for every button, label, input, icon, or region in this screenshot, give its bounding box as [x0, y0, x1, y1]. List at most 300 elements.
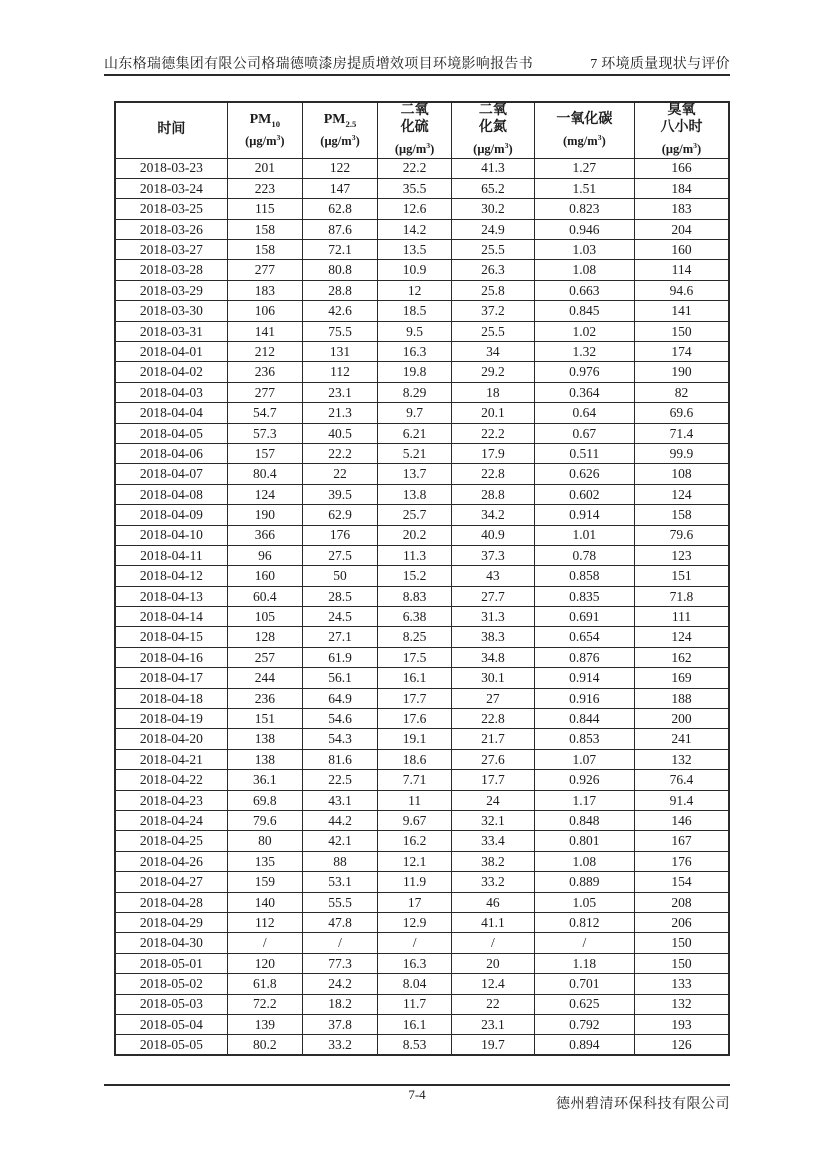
- column-title: 二氧 化氮: [478, 103, 507, 136]
- cell-pm25: 61.9: [302, 647, 378, 667]
- cell-no2: 41.1: [451, 912, 534, 932]
- cell-time: 2018-04-13: [115, 586, 227, 606]
- cell-pm25: 77.3: [302, 953, 378, 973]
- cell-time: 2018-04-12: [115, 566, 227, 586]
- cell-pm10: 105: [227, 607, 302, 627]
- cell-pm25: 75.5: [302, 321, 378, 341]
- cell-no2: 32.1: [451, 811, 534, 831]
- cell-so2: 17.6: [378, 709, 452, 729]
- cell-no2: 46: [451, 892, 534, 912]
- cell-co: 1.51: [534, 178, 634, 198]
- column-header-o3_8h: [634, 102, 729, 158]
- cell-pm10: 277: [227, 260, 302, 280]
- cell-o3_8h: 193: [634, 1014, 729, 1034]
- cell-so2: 16.3: [378, 953, 452, 973]
- cell-pm25: 39.5: [302, 484, 378, 504]
- cell-so2: 25.7: [378, 505, 452, 525]
- table-row: [115, 525, 729, 545]
- cell-so2: 16.2: [378, 831, 452, 851]
- cell-no2: 17.9: [451, 443, 534, 463]
- cell-no2: 27: [451, 688, 534, 708]
- cell-o3_8h: 150: [634, 321, 729, 341]
- cell-so2: 8.53: [378, 1035, 452, 1055]
- cell-no2: 18: [451, 382, 534, 402]
- table-row: [115, 423, 729, 443]
- cell-co: 0.946: [534, 219, 634, 239]
- column-header-co: [534, 102, 634, 158]
- cell-time: 2018-04-03: [115, 382, 227, 402]
- cell-co: 0.67: [534, 423, 634, 443]
- column-title: 臭氧 八小时: [660, 103, 703, 136]
- table-row: [115, 566, 729, 586]
- table-row: [115, 688, 729, 708]
- table-row: [115, 790, 729, 810]
- cell-no2: 33.4: [451, 831, 534, 851]
- table-row: [115, 627, 729, 647]
- cell-pm25: 62.8: [302, 199, 378, 219]
- table-row: [115, 668, 729, 688]
- cell-no2: 25.8: [451, 280, 534, 300]
- column-unit: $(mg/m^3)$: [562, 132, 606, 148]
- cell-pm25: 27.5: [302, 545, 378, 565]
- cell-pm10: 61.8: [227, 974, 302, 994]
- cell-co: 0.914: [534, 668, 634, 688]
- cell-pm25: 42.6: [302, 301, 378, 321]
- cell-time: 2018-04-20: [115, 729, 227, 749]
- cell-time: 2018-04-05: [115, 423, 227, 443]
- cell-pm25: 24.2: [302, 974, 378, 994]
- cell-pm25: 53.1: [302, 872, 378, 892]
- cell-so2: 14.2: [378, 219, 452, 239]
- footer-rule: [104, 1084, 730, 1086]
- cell-time: 2018-04-07: [115, 464, 227, 484]
- cell-o3_8h: 204: [634, 219, 729, 239]
- cell-o3_8h: 79.6: [634, 525, 729, 545]
- cell-co: 0.835: [534, 586, 634, 606]
- cell-co: 0.812: [534, 912, 634, 932]
- cell-co: 0.848: [534, 811, 634, 831]
- cell-o3_8h: 124: [634, 484, 729, 504]
- cell-so2: 5.21: [378, 443, 452, 463]
- cell-co: 1.17: [534, 790, 634, 810]
- column-title: 二氧 化硫: [400, 103, 429, 136]
- cell-o3_8h: 188: [634, 688, 729, 708]
- cell-so2: 11.9: [378, 872, 452, 892]
- cell-o3_8h: 71.8: [634, 586, 729, 606]
- column-title: $PM_{10}$: [249, 111, 281, 129]
- cell-so2: 9.67: [378, 811, 452, 831]
- cell-o3_8h: 94.6: [634, 280, 729, 300]
- cell-no2: 22.8: [451, 709, 534, 729]
- table-row: [115, 994, 729, 1014]
- cell-pm25: 54.3: [302, 729, 378, 749]
- cell-so2: /: [378, 933, 452, 953]
- cell-so2: 35.5: [378, 178, 452, 198]
- table-row: [115, 851, 729, 871]
- cell-no2: 30.1: [451, 668, 534, 688]
- table-row: [115, 607, 729, 627]
- cell-pm10: 112: [227, 912, 302, 932]
- cell-pm10: 106: [227, 301, 302, 321]
- cell-no2: 17.7: [451, 770, 534, 790]
- cell-time: 2018-03-29: [115, 280, 227, 300]
- cell-o3_8h: 132: [634, 994, 729, 1014]
- cell-pm25: 176: [302, 525, 378, 545]
- cell-pm25: 112: [302, 362, 378, 382]
- cell-time: 2018-05-04: [115, 1014, 227, 1034]
- cell-pm10: 277: [227, 382, 302, 402]
- cell-time: 2018-03-25: [115, 199, 227, 219]
- cell-pm25: 42.1: [302, 831, 378, 851]
- cell-time: 2018-04-02: [115, 362, 227, 382]
- cell-pm10: 80: [227, 831, 302, 851]
- cell-pm10: 223: [227, 178, 302, 198]
- cell-pm25: 54.6: [302, 709, 378, 729]
- cell-pm25: 131: [302, 342, 378, 362]
- cell-time: 2018-04-06: [115, 443, 227, 463]
- page-number: 7-4: [408, 1087, 426, 1102]
- table-row: [115, 1014, 729, 1034]
- table-row: [115, 647, 729, 667]
- cell-pm10: 141: [227, 321, 302, 341]
- cell-time: 2018-03-28: [115, 260, 227, 280]
- cell-o3_8h: 158: [634, 505, 729, 525]
- column-unit: $(\mu g/m^3)$: [245, 132, 285, 148]
- column-unit: $(\mu g/m^3)$: [320, 132, 360, 148]
- cell-time: 2018-04-23: [115, 790, 227, 810]
- cell-time: 2018-04-09: [115, 505, 227, 525]
- cell-so2: 19.1: [378, 729, 452, 749]
- table-row: [115, 382, 729, 402]
- cell-pm25: /: [302, 933, 378, 953]
- cell-so2: 9.7: [378, 403, 452, 423]
- cell-so2: 18.6: [378, 749, 452, 769]
- cell-o3_8h: 162: [634, 647, 729, 667]
- cell-co: 1.08: [534, 260, 634, 280]
- cell-pm10: 151: [227, 709, 302, 729]
- cell-no2: 20: [451, 953, 534, 973]
- cell-so2: 16.1: [378, 1014, 452, 1034]
- running-header: [104, 53, 730, 73]
- table-row: [115, 831, 729, 851]
- cell-so2: 8.83: [378, 586, 452, 606]
- cell-time: 2018-04-28: [115, 892, 227, 912]
- table-row: [115, 240, 729, 260]
- cell-pm10: 60.4: [227, 586, 302, 606]
- cell-pm25: 87.6: [302, 219, 378, 239]
- cell-time: 2018-04-19: [115, 709, 227, 729]
- cell-time: 2018-04-01: [115, 342, 227, 362]
- table-row: [115, 342, 729, 362]
- cell-pm10: 138: [227, 729, 302, 749]
- table-row: [115, 1035, 729, 1055]
- cell-so2: 11: [378, 790, 452, 810]
- cell-co: 0.511: [534, 443, 634, 463]
- cell-pm25: 22: [302, 464, 378, 484]
- cell-pm25: 22.2: [302, 443, 378, 463]
- cell-time: 2018-04-17: [115, 668, 227, 688]
- cell-time: 2018-03-26: [115, 219, 227, 239]
- cell-pm25: 22.5: [302, 770, 378, 790]
- cell-pm10: 80.4: [227, 464, 302, 484]
- cell-co: 0.916: [534, 688, 634, 708]
- table-row: [115, 545, 729, 565]
- cell-time: 2018-04-16: [115, 647, 227, 667]
- cell-no2: 37.3: [451, 545, 534, 565]
- cell-pm10: 124: [227, 484, 302, 504]
- cell-no2: 28.8: [451, 484, 534, 504]
- cell-pm25: 23.1: [302, 382, 378, 402]
- cell-co: 0.876: [534, 647, 634, 667]
- cell-co: 0.845: [534, 301, 634, 321]
- cell-time: 2018-04-25: [115, 831, 227, 851]
- cell-o3_8h: 76.4: [634, 770, 729, 790]
- column-header-time: [115, 102, 227, 158]
- cell-no2: 30.2: [451, 199, 534, 219]
- cell-co: 1.32: [534, 342, 634, 362]
- cell-time: 2018-04-11: [115, 545, 227, 565]
- cell-pm25: 28.8: [302, 280, 378, 300]
- cell-pm10: 79.6: [227, 811, 302, 831]
- cell-co: 0.602: [534, 484, 634, 504]
- cell-pm25: 21.3: [302, 403, 378, 423]
- cell-so2: 19.8: [378, 362, 452, 382]
- cell-pm10: 212: [227, 342, 302, 362]
- cell-no2: 22.8: [451, 464, 534, 484]
- column-unit: $(\mu g/m^3)$: [661, 140, 702, 157]
- cell-so2: 12.6: [378, 199, 452, 219]
- cell-so2: 18.5: [378, 301, 452, 321]
- cell-no2: 22: [451, 994, 534, 1014]
- cell-co: 0.926: [534, 770, 634, 790]
- cell-co: 0.792: [534, 1014, 634, 1034]
- cell-pm25: 47.8: [302, 912, 378, 932]
- cell-so2: 12.9: [378, 912, 452, 932]
- cell-o3_8h: 111: [634, 607, 729, 627]
- report-title: 山东格瑞德集团有限公司格瑞德喷漆房提质增效项目环境影响报告书: [104, 57, 533, 72]
- cell-co: 1.07: [534, 749, 634, 769]
- table-row: [115, 872, 729, 892]
- cell-co: 0.858: [534, 566, 634, 586]
- cell-so2: 9.5: [378, 321, 452, 341]
- column-header-so2: [378, 102, 452, 158]
- cell-no2: 27.7: [451, 586, 534, 606]
- cell-no2: 27.6: [451, 749, 534, 769]
- column-title: 时间: [157, 121, 186, 137]
- header-rule: [104, 74, 730, 76]
- cell-time: 2018-04-15: [115, 627, 227, 647]
- cell-co: 1.03: [534, 240, 634, 260]
- cell-time: 2018-05-03: [115, 994, 227, 1014]
- cell-o3_8h: 69.6: [634, 403, 729, 423]
- cell-o3_8h: 166: [634, 158, 729, 178]
- cell-co: 0.625: [534, 994, 634, 1014]
- table-row: [115, 933, 729, 953]
- cell-so2: 13.7: [378, 464, 452, 484]
- cell-no2: 19.7: [451, 1035, 534, 1055]
- cell-pm10: 158: [227, 219, 302, 239]
- cell-o3_8h: 126: [634, 1035, 729, 1055]
- cell-no2: 38.3: [451, 627, 534, 647]
- table-row: [115, 974, 729, 994]
- cell-o3_8h: 141: [634, 301, 729, 321]
- cell-so2: 11.3: [378, 545, 452, 565]
- cell-time: 2018-04-14: [115, 607, 227, 627]
- cell-so2: 15.2: [378, 566, 452, 586]
- column-unit: $(\mu g/m^3)$: [394, 140, 435, 157]
- cell-pm25: 88: [302, 851, 378, 871]
- table-row: [115, 321, 729, 341]
- cell-pm10: 36.1: [227, 770, 302, 790]
- cell-co: 0.626: [534, 464, 634, 484]
- table-row: [115, 362, 729, 382]
- cell-time: 2018-04-10: [115, 525, 227, 545]
- cell-pm10: 366: [227, 525, 302, 545]
- cell-pm10: 190: [227, 505, 302, 525]
- cell-o3_8h: 169: [634, 668, 729, 688]
- cell-time: 2018-05-05: [115, 1035, 227, 1055]
- cell-o3_8h: 184: [634, 178, 729, 198]
- cell-no2: 34.2: [451, 505, 534, 525]
- cell-co: 1.05: [534, 892, 634, 912]
- cell-co: 0.701: [534, 974, 634, 994]
- cell-pm10: 201: [227, 158, 302, 178]
- cell-no2: 24: [451, 790, 534, 810]
- cell-pm25: 37.8: [302, 1014, 378, 1034]
- cell-o3_8h: 241: [634, 729, 729, 749]
- table-row: [115, 953, 729, 973]
- cell-o3_8h: 200: [634, 709, 729, 729]
- table-row: [115, 709, 729, 729]
- cell-pm25: 55.5: [302, 892, 378, 912]
- cell-no2: 31.3: [451, 607, 534, 627]
- table-row: [115, 484, 729, 504]
- cell-no2: 34.8: [451, 647, 534, 667]
- cell-time: 2018-03-27: [115, 240, 227, 260]
- table-body: [115, 158, 729, 1055]
- cell-pm25: 72.1: [302, 240, 378, 260]
- cell-o3_8h: 108: [634, 464, 729, 484]
- cell-so2: 13.8: [378, 484, 452, 504]
- cell-o3_8h: 114: [634, 260, 729, 280]
- cell-so2: 22.2: [378, 158, 452, 178]
- cell-pm10: 157: [227, 443, 302, 463]
- cell-so2: 10.9: [378, 260, 452, 280]
- cell-o3_8h: 146: [634, 811, 729, 831]
- column-header-no2: [451, 102, 534, 158]
- cell-co: 0.801: [534, 831, 634, 851]
- cell-co: 0.823: [534, 199, 634, 219]
- table-row: [115, 219, 729, 239]
- table-row: [115, 729, 729, 749]
- cell-pm25: 40.5: [302, 423, 378, 443]
- cell-so2: 17.5: [378, 647, 452, 667]
- cell-so2: 7.71: [378, 770, 452, 790]
- cell-pm10: 80.2: [227, 1035, 302, 1055]
- table-row: [115, 811, 729, 831]
- cell-pm10: 236: [227, 688, 302, 708]
- cell-no2: 43: [451, 566, 534, 586]
- cell-time: 2018-04-26: [115, 851, 227, 871]
- cell-time: 2018-04-24: [115, 811, 227, 831]
- cell-so2: 16.1: [378, 668, 452, 688]
- cell-pm10: 69.8: [227, 790, 302, 810]
- cell-co: 0.663: [534, 280, 634, 300]
- cell-time: 2018-04-22: [115, 770, 227, 790]
- column-title: $PM_{2.5}$: [323, 111, 357, 129]
- cell-co: 0.889: [534, 872, 634, 892]
- cell-o3_8h: 151: [634, 566, 729, 586]
- cell-pm10: 54.7: [227, 403, 302, 423]
- table-row: [115, 443, 729, 463]
- cell-pm25: 81.6: [302, 749, 378, 769]
- cell-o3_8h: 132: [634, 749, 729, 769]
- cell-so2: 6.38: [378, 607, 452, 627]
- cell-pm10: 183: [227, 280, 302, 300]
- cell-pm10: 120: [227, 953, 302, 973]
- cell-no2: 33.2: [451, 872, 534, 892]
- cell-o3_8h: 123: [634, 545, 729, 565]
- table-header-row: [115, 102, 729, 158]
- column-title: 一氧化碳: [556, 111, 613, 127]
- cell-pm10: 135: [227, 851, 302, 871]
- company-name: 德州碧清环保科技有限公司: [556, 1097, 730, 1112]
- cell-o3_8h: 133: [634, 974, 729, 994]
- cell-pm25: 44.2: [302, 811, 378, 831]
- cell-time: 2018-04-18: [115, 688, 227, 708]
- cell-time: 2018-04-21: [115, 749, 227, 769]
- cell-so2: 12.1: [378, 851, 452, 871]
- cell-no2: 34: [451, 342, 534, 362]
- cell-o3_8h: 174: [634, 342, 729, 362]
- cell-pm10: 115: [227, 199, 302, 219]
- cell-time: 2018-05-02: [115, 974, 227, 994]
- cell-pm25: 80.8: [302, 260, 378, 280]
- cell-time: 2018-04-04: [115, 403, 227, 423]
- cell-time: 2018-03-24: [115, 178, 227, 198]
- cell-o3_8h: 160: [634, 240, 729, 260]
- cell-so2: 6.21: [378, 423, 452, 443]
- cell-no2: 25.5: [451, 240, 534, 260]
- cell-co: 0.64: [534, 403, 634, 423]
- cell-pm25: 64.9: [302, 688, 378, 708]
- cell-o3_8h: 208: [634, 892, 729, 912]
- cell-co: 1.01: [534, 525, 634, 545]
- cell-no2: 24.9: [451, 219, 534, 239]
- cell-pm10: 72.2: [227, 994, 302, 1014]
- cell-co: 0.364: [534, 382, 634, 402]
- cell-time: 2018-04-29: [115, 912, 227, 932]
- cell-no2: 65.2: [451, 178, 534, 198]
- cell-o3_8h: 154: [634, 872, 729, 892]
- cell-so2: 17.7: [378, 688, 452, 708]
- table-row: [115, 178, 729, 198]
- cell-pm10: /: [227, 933, 302, 953]
- cell-time: 2018-04-08: [115, 484, 227, 504]
- table-row: [115, 403, 729, 423]
- cell-o3_8h: 167: [634, 831, 729, 851]
- cell-time: 2018-05-01: [115, 953, 227, 973]
- cell-co: 0.654: [534, 627, 634, 647]
- cell-o3_8h: 206: [634, 912, 729, 932]
- cell-time: 2018-04-30: [115, 933, 227, 953]
- cell-no2: 12.4: [451, 974, 534, 994]
- cell-so2: 16.3: [378, 342, 452, 362]
- cell-so2: 20.2: [378, 525, 452, 545]
- cell-pm10: 160: [227, 566, 302, 586]
- cell-co: 0.844: [534, 709, 634, 729]
- cell-co: /: [534, 933, 634, 953]
